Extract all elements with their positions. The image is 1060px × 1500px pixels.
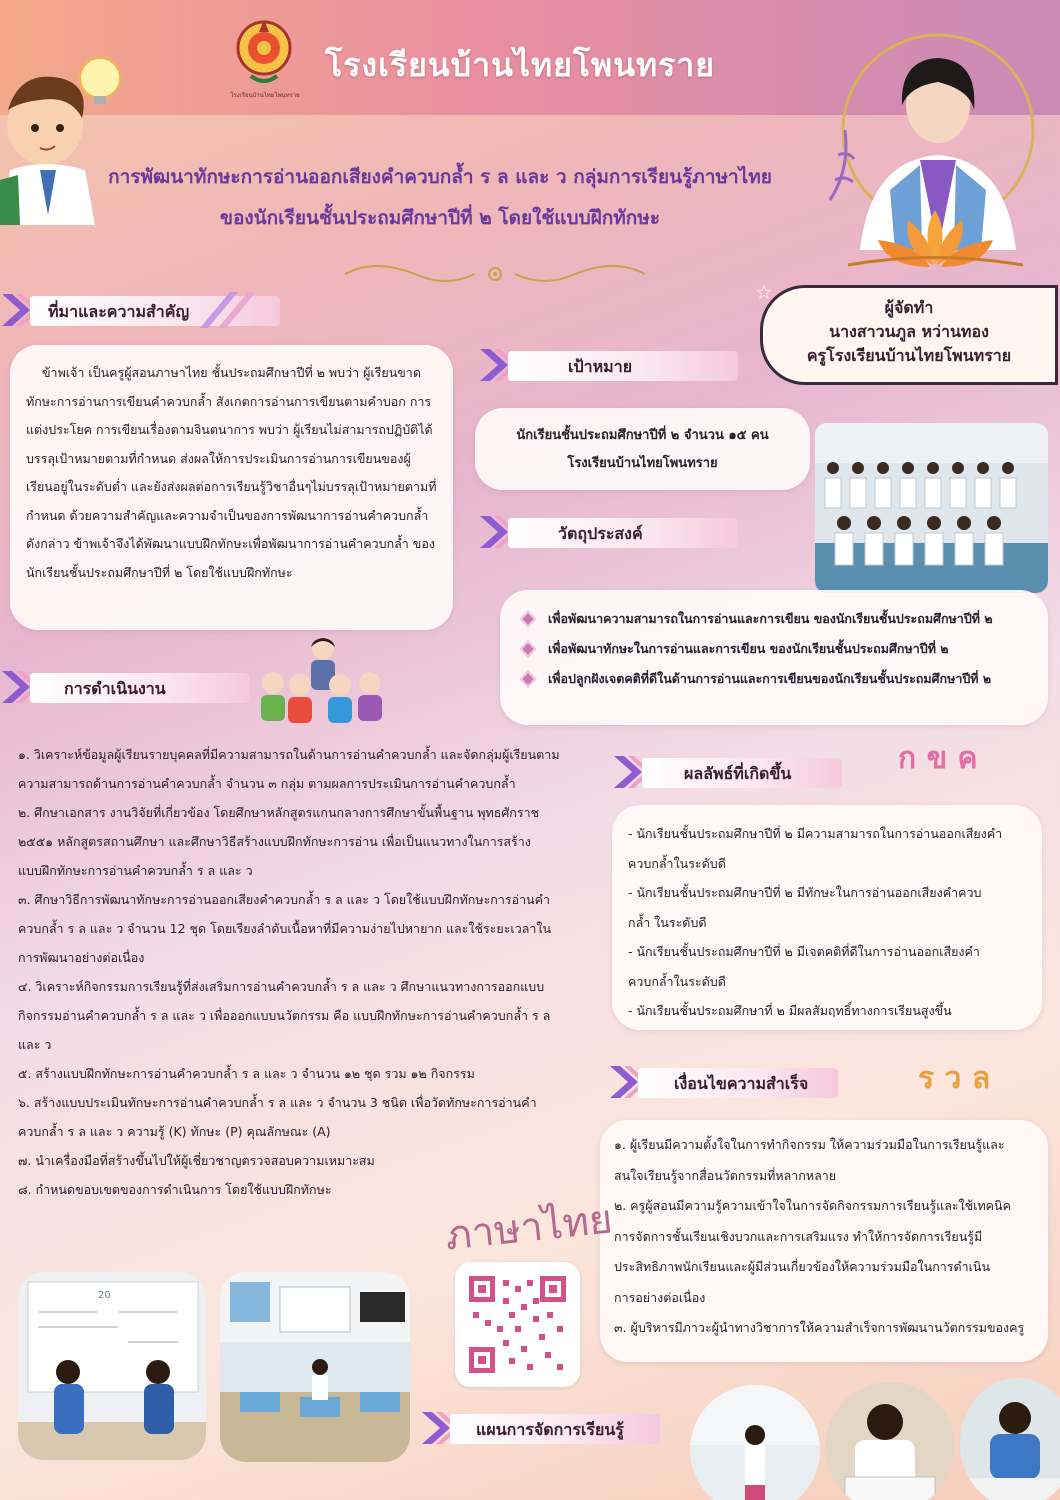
qr-code-icon <box>469 1276 566 1373</box>
kids-teacher-icon <box>255 635 390 725</box>
process-line: ๕. สร้างแบบฝึกทักษะการอ่านคำควบกล้ำ ร ล และ ว จำนวน ๑๒ ชุด รวม ๑๒ กิจกรรม <box>18 1066 475 1081</box>
result-line: กล้ำ ในระดับดี <box>628 914 707 930</box>
student-writing-photo <box>825 1382 955 1500</box>
background-text: ข้าพเจ้า เป็นครูผู้สอนภาษาไทย ชั้นประถมศึกษาปีที่ ๒ พบว่า ผู้เรียนขาดทักษะการอ่านการเขียนคำควบกล้ำ สังเกตการอ่านการเขียนตามคำบอก การแต่งประโยค การเขียนเรื่องตามจินตนาการ พบว่า ผู้เรียนไม่สามารถปฏิบัติได้บรรลุเป้าหมายตามที่กำหนด ส่งผลให้การประเมินการอ่านการเขียนของผู้เรียนอยู่ในระดับต่ำ และยังส่งผลต่อการเรียนรู้วิชาอื่นๆไม่บรรลุเป้าหมายตามที่กำหนด ด้วยความสำคัญและความจำเป็นของการพัฒนาการอ่านคำควบกล้ำดังกล่าว ข้าพเจ้าจึงได้พัฒนาแบบฝึกทักษะเพื่อพัฒนาการอ่านคำควบกล้ำ ของนักเรียนชั้นประถมศึกษาปีที่ ๒ โดยใช้แบบฝึกทักษะ <box>26 365 437 580</box>
section-tag-results <box>612 752 912 792</box>
success-line: ๒. ครูผู้สอนมีความรู้ความเข้าใจในการจัดกิจกรรมการเรียนรู้และใช้เทคนิค <box>614 1198 1011 1213</box>
student-desk-photo <box>960 1378 1060 1500</box>
section-title-plan: แผนการจัดการเรียนรู้ <box>476 1420 624 1439</box>
author-name: นางสาวนภูล หว่านทอง <box>829 322 989 341</box>
objectives-card <box>500 590 1048 725</box>
author-position: ครูโรงเรียนบ้านไทยโพนทราย <box>806 346 1012 365</box>
diamond-bullet-icon <box>520 611 537 628</box>
goal-card <box>475 408 810 490</box>
teacher-photo <box>690 1385 820 1500</box>
section-title-objectives: วัตถุประสงค์ <box>558 524 643 543</box>
goal-line1: นักเรียนชั้นประถมศึกษาปีที่ ๒ จำนวน ๑๕ คน <box>516 428 769 443</box>
success-line: ประสิทธิภาพนักเรียนและผู้มีส่วนเกี่ยวข้องให้ความร่วมมือในการดำเนิน <box>614 1259 991 1274</box>
process-line: ๑. วิเคราะห์ข้อมูลผู้เรียนรายบุคคลที่มีความสามารถในด้านการอ่านคำควบกล้ำ และจัดกลุ่มผู้เรียนตาม <box>18 747 560 762</box>
process-line: ๗. นำเครื่องมือที่สร้างขึ้นไปให้ผู้เชี่ยวชาญตรวจสอบความเหมาะสม <box>18 1153 375 1168</box>
section-tag-plan <box>420 1408 720 1448</box>
author-heading: ผู้จัดทำ <box>884 298 934 317</box>
class-group-photo <box>815 423 1048 593</box>
objective-item: เพื่อปลูกฝังเจตคติที่ดีในด้านการอ่านและการเขียนของนักเรียนชั้นประถมศึกษาปีที่ ๒ <box>516 664 1032 694</box>
classroom-photo-desks <box>220 1272 410 1462</box>
school-name: โรงเรียนบ้านไทยโพนทราย <box>325 46 715 84</box>
result-line: - นักเรียนชั้นประถมศึกษาปีที่ ๒ มีความสามารถในการอ่านออกเสียงคำ <box>628 826 1003 841</box>
classroom-photo-whiteboard <box>18 1272 206 1460</box>
success-line: การจัดการชั้นเรียนเชิงบวกและการเสริมแรง ทำให้การจัดการเรียนรู้มี <box>614 1228 983 1244</box>
section-title-process: การดำเนินงาน <box>64 679 166 698</box>
star-icon: ☆ <box>755 280 773 304</box>
background-card <box>10 345 453 630</box>
results-card <box>612 805 1042 1030</box>
objective-item: เพื่อพัฒนาความสามารถในการอ่านและการเขียน ของนักเรียนชั้นประถมศึกษาปีที่ ๒ <box>516 604 1032 634</box>
gold-flourish-ornament <box>335 258 655 290</box>
process-line: ความสามารถด้านการอ่านคำควบกล้ำ จำนวน ๓ กลุ่ม ตามผลการประเมินการอ่านคำควบกล้ำ <box>18 776 516 791</box>
thinking-boy-icon <box>0 40 130 225</box>
process-line: การพัฒนาอย่างต่อเนื่อง <box>18 950 145 965</box>
process-line: ๒. ศึกษาเอกสาร งานวิจัยที่เกี่ยวข้อง โดยศึกษาหลักสูตรแกนกลางการศึกษาขั้นพื้นฐาน พุทธศักราช <box>18 805 540 820</box>
process-line: ๔. วิเคราะห์กิจกรรมการเรียนรู้ที่ส่งเสริมการอ่านคำควบกล้ำ ร ล และ ว ศึกษาแนวทางการออกแบบ <box>18 979 545 994</box>
poster-title-line1: การพัฒนาทักษะการอ่านออกเสียงคำควบกล้ำ ร ล และ ว กลุ่มการเรียนรู้ภาษาไทย <box>108 166 772 188</box>
poster-title-line2: ของนักเรียนชั้นประถมศึกษาปีที่ ๒ โดยใช้แบบฝึกทักษะ <box>219 207 661 229</box>
school-seal-icon <box>233 14 295 94</box>
section-title-results: ผลลัพธ์ที่เกิดขึ้น <box>684 764 792 783</box>
process-line: ควบกล้ำ ร ล และ ว ความรู้ (K) ทักษะ (P) คุณลักษณะ (A) <box>18 1124 331 1139</box>
section-tag-objectives <box>478 512 808 552</box>
result-line: - นักเรียนชั้นประถมศึกษาปีที่ ๒ มีทักษะในการอ่านออกเสียงคำควบ <box>628 885 982 900</box>
process-list <box>18 740 600 1204</box>
process-line: ๘. กำหนดขอบเขตของการดำเนินการ โดยใช้แบบฝึกทักษะ <box>18 1182 332 1197</box>
process-line: ๓. ศึกษาวิธีการพัฒนาทักษะการอ่านออกเสียงคำควบกล้ำ ร ล และ ว โดยใช้แบบฝึกทักษะการอ่านคำ <box>18 892 551 907</box>
lotus-ornament <box>838 205 1033 275</box>
section-tag-success <box>608 1062 908 1102</box>
process-line: และ ว <box>18 1037 52 1052</box>
success-line: การอย่างต่อเนื่อง <box>614 1289 706 1305</box>
process-line: แบบฝึกทักษะการอ่านคำควบกล้ำ ร ล และ ว <box>18 863 253 878</box>
process-line: ๖. สร้างแบบประเมินทักษะการอ่านคำควบกล้ำ ร ล และ ว จำนวน 3 ชนิด เพื่อวัดทักษะการอ่านคำ <box>18 1095 537 1110</box>
whiteboard-number: 20 <box>98 1290 111 1301</box>
section-title-goal: เป้าหมาย <box>568 357 633 376</box>
section-tag-goal <box>478 345 808 385</box>
objective-item: เพื่อพัฒนาทักษะในการอ่านและการเขียน ของนักเรียนชั้นประถมศึกษาปีที่ ๒ <box>516 634 1032 664</box>
seal-caption: โรงเรียนบ้านไทยโพนทราย <box>230 92 300 99</box>
process-line: ควบกล้ำ ร ล และ ว จำนวน 12 ชุด โดยเรียงลำดับเนื้อหาที่มีความง่ายไปหายาก และใช้ระยะเวลาใน <box>18 921 552 936</box>
stripe-ornament <box>200 292 260 328</box>
result-line: ควบกล้ำในระดับดี <box>628 973 726 989</box>
success-line: ๑. ผู้เรียนมีความตั้งใจในการทำกิจกรรม ให้ความร่วมมือในการเรียนรู้และ <box>614 1137 1005 1152</box>
section-title-background: ที่มาและความสำคัญ <box>48 302 190 321</box>
thai-language-script: ภาษาไทย <box>443 1196 615 1260</box>
section-title-success: เงื่อนไขความสำเร็จ <box>674 1074 809 1093</box>
decorative-letters-1: ก ข ค <box>898 741 978 776</box>
process-line: กิจกรรมอ่านคำควบกล้ำ ร ล และ ว เพื่อออกแบบนวัตกรรม คือ แบบฝึกทักษะการอ่านคำควบกล้ำ ร ล <box>18 1008 551 1023</box>
success-card <box>600 1120 1048 1362</box>
process-line: ๒๕๕๑ หลักสูตรสถานศึกษา และศึกษาวิธีสร้างแบบฝึกทักษะการอ่าน เพื่อเป็นแนวทางในการสร้าง <box>18 834 531 849</box>
success-line: สนใจเรียนรู้จากสื่อนวัตกรรมที่หลากหลาย <box>614 1167 837 1183</box>
diamond-bullet-icon <box>520 671 537 688</box>
qr-code[interactable] <box>455 1262 580 1387</box>
section-tag-background <box>0 290 330 330</box>
result-line: - นักเรียนชั้นประถมศึกษาที่ ๒ มีผลสัมฤทธิ์ทางการเรียนสูงขึ้น <box>628 1003 952 1018</box>
decorative-letters-2: ร ว ล <box>918 1061 991 1096</box>
result-line: - นักเรียนชั้นประถมศึกษาปีที่ ๒ มีเจตคติที่ดีในการอ่านออกเสียงคำ <box>628 944 980 959</box>
goal-line2: โรงเรียนบ้านไทยโพนทราย <box>567 456 718 471</box>
result-line: ควบกล้ำในระดับดี <box>628 855 726 871</box>
diamond-bullet-icon <box>520 641 537 658</box>
success-line: ๓. ผู้บริหารมีภาวะผู้นำทางวิชาการให้ความสำเร็จการพัฒนานวัตกรรมของครู <box>614 1320 1025 1335</box>
